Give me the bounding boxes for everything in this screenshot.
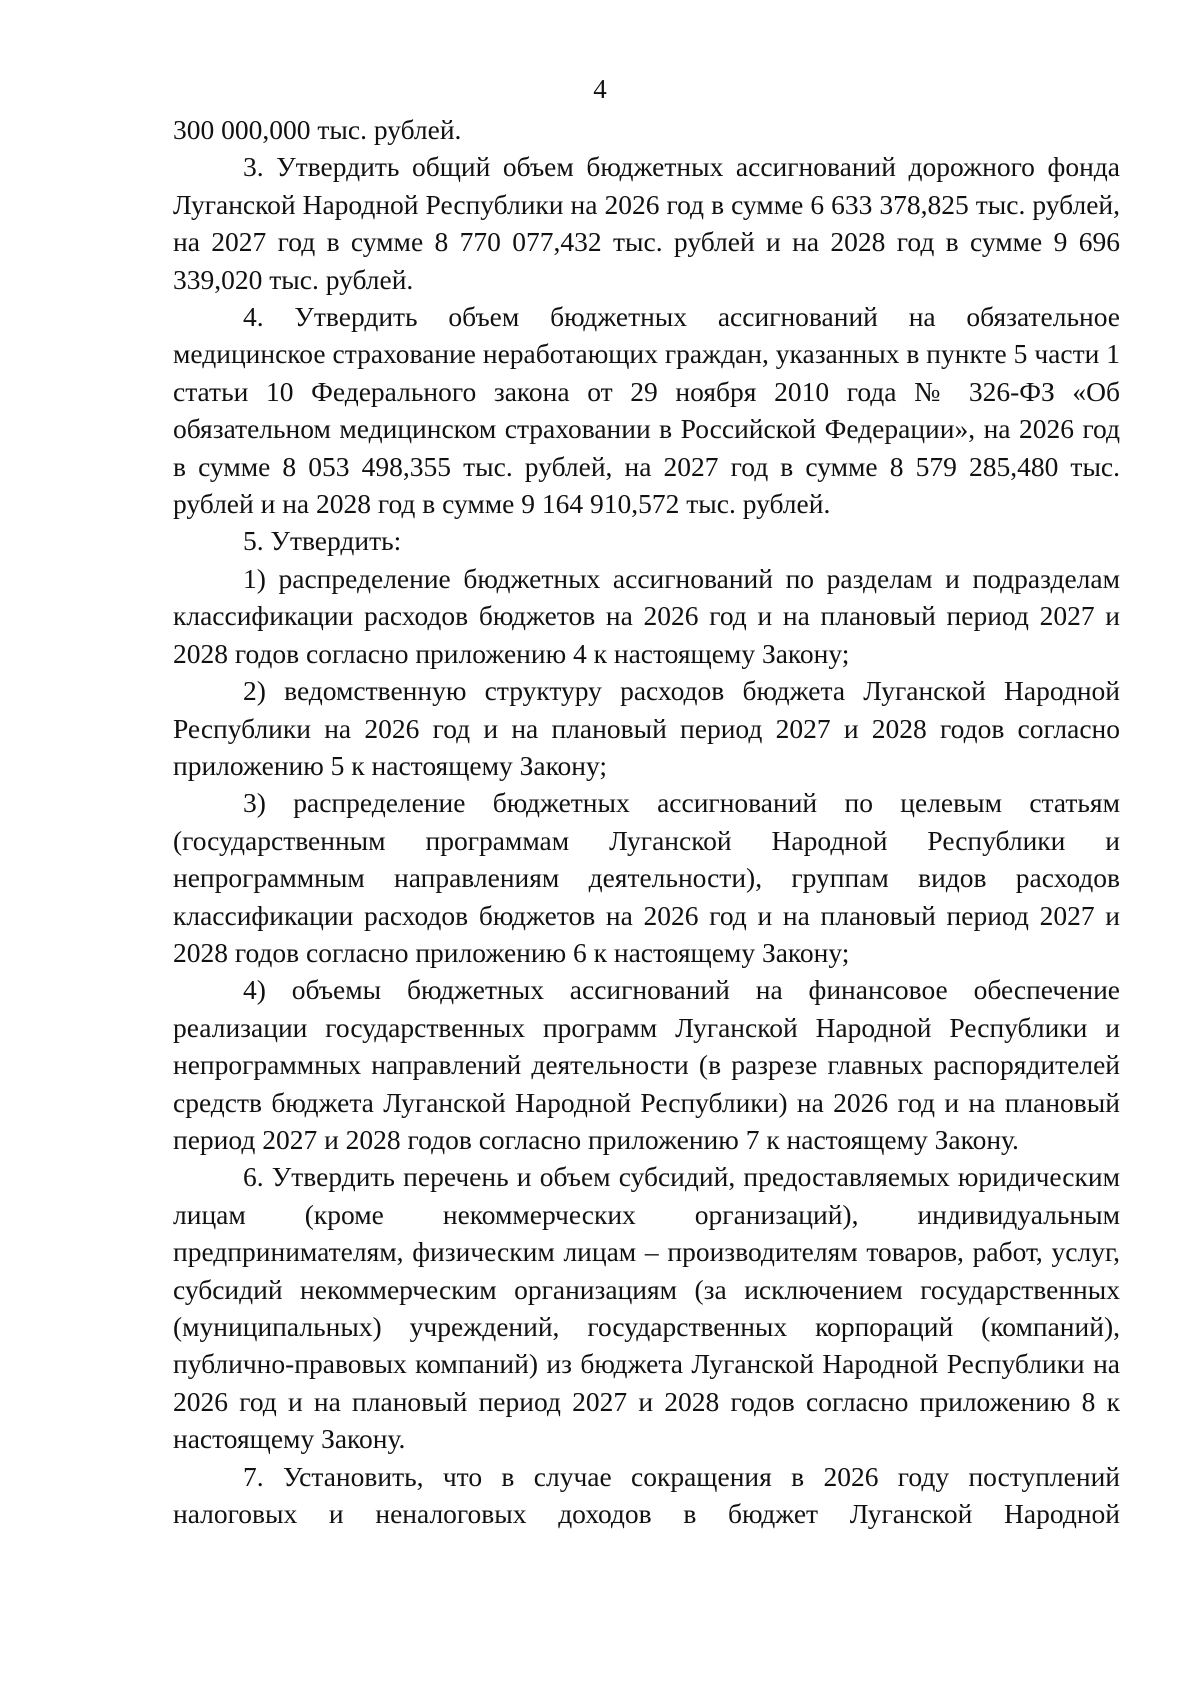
paragraph-subitem-2: 2) ведомственную структуру расходов бюджета Луганской Народной Республики на 2026 год и на плановый период 2027 и 2028 годов согласно приложению 5 к настоящему Закону; [173,675,1120,781]
paragraph-subitem-4: 4) объемы бюджетных ассигнований на финансовое обеспечение реализации государственных программ Луганской Народной Республики и непрограммных направлений деятельности (в разрезе главных распорядителей средств бюджета Луганской Народной Республики) на 2026 год и на плановый период 2027 и 2028 годов согласно приложению 7 к настоящему Закону. [173,974,1120,1155]
paragraph-item-7: 7. Установить, что в случае сокращения в 2026 году поступлений налоговых и неналоговых доходов в бюджет Луганской Народной [173,1460,1120,1530]
paragraph-item-6: 6. Утвердить перечень и объем субсидий, предоставляемых юридическим лицам (кроме некоммерческих организаций), индивидуальным предпринимателям, физическим лицам – производителям товаров, работ, услуг, субсидий некоммерческим организациям (за исключением государственных (муниципальных) учреждений, государственных корпораций (компаний), публично-правовых компаний) из бюджета Луганской Народной Республики на 2026 год и на плановый период 2027 и 2028 годов согласно приложению 8 к настоящему Закону. [173,1161,1120,1455]
document-body [173,111,1120,1532]
paragraph-subitem-1: 1) распределение бюджетных ассигнований по разделам и подразделам классификации расходов бюджетов на 2026 год и на плановый период 2027 и 2028 годов согласно приложению 4 к настоящему Закону; [173,562,1120,669]
paragraph-item-5: 5. Утвердить: [243,525,402,557]
paragraph-item-4: 4. Утвердить объем бюджетных ассигнований на обязательное медицинское страхование неработающих граждан, указанных в пункте 5 части 1 статьи 10 Федерального закона от 29 ноября 2010 года № 326-ФЗ «Об обязательном медицинском страховании в Российской Федерации», на 2026 год в сумме 8 053 498,355 тыс. рублей, на 2027 год в сумме 8 579 285,480 тыс. рублей и на 2028 год в сумме 9 164 910,572 тыс. рублей. [173,301,1120,520]
page-number: 4 [593,74,607,104]
paragraph-subitem-3: 3) распределение бюджетных ассигнований по целевым статьям (государственным программам Луганской Народной Республики и непрограммным направлениям деятельности), группам видов расходов классификации расходов бюджетов на 2026 год и на плановый период 2027 и 2028 годов согласно приложению 6 к настоящему Закону; [173,787,1120,968]
paragraph-continuation: 300 000,000 тыс. рублей. [173,114,462,145]
paragraph-item-3: 3. Утвердить общий объем бюджетных ассигнований дорожного фонда Луганской Народной Республики на 2026 год в сумме 6 633 378,825 тыс. рублей, на 2027 год в сумме 8 770 077,432 тыс. рублей и на 2028 год в сумме 9 696 339,020 тыс. рублей. [173,151,1120,295]
